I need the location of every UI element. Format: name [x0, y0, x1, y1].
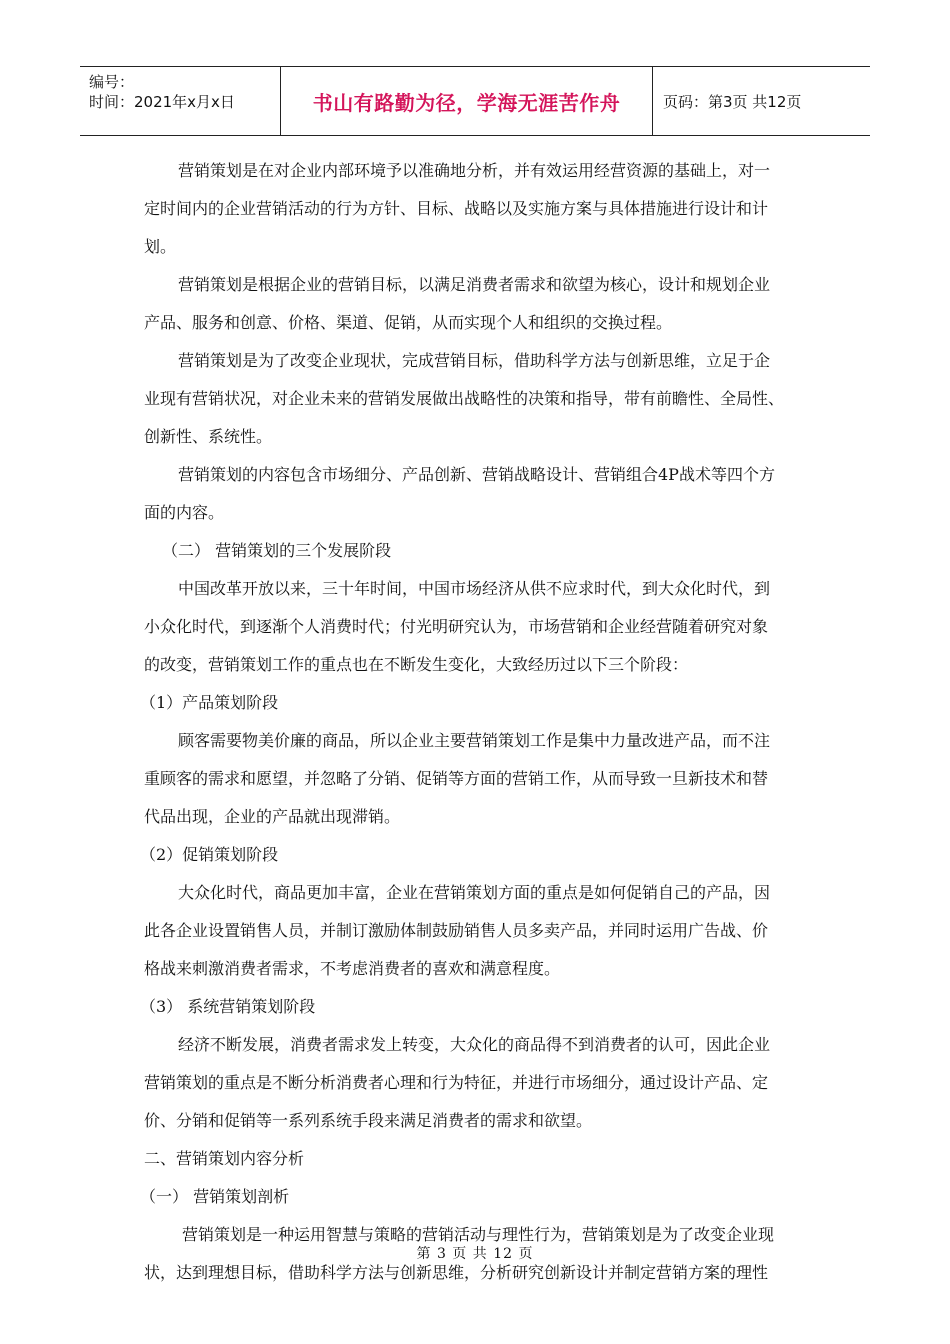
subsection-heading: （3） 系统营销策划阶段: [140, 997, 316, 1016]
page-footer: 第 3 页 共 12 页: [416, 1246, 534, 1262]
paragraph-line: 价、分销和促销等一系列系统手段来满足消费者的需求和欲望。: [144, 1111, 593, 1130]
section-heading: （二） 营销策划的三个发展阶段: [162, 541, 392, 560]
paragraph-line: 营销策划是在对企业内部环境予以准确地分析，并有效运用经营资源的基础上，对一: [178, 161, 771, 180]
paragraph-line: 营销策划是根据企业的营销目标，以满足消费者需求和欲望为核心，设计和规划企业: [178, 275, 771, 294]
paragraph-line: 大众化时代，商品更加丰富，企业在营销策划方面的重点是如何促销自己的产品，因: [178, 883, 771, 902]
paragraph-line: 小众化时代，到逐渐个人消费时代；付光明研究认为，市场营销和企业经营随着研究对象: [144, 617, 769, 636]
paragraph-line: 营销策划是一种运用智慧与策略的营销活动与理性行为，营销策划是为了改变企业现: [182, 1225, 775, 1244]
chapter-heading: 二、营销策划内容分析: [144, 1149, 305, 1168]
section-heading: （一） 营销策划剖析: [140, 1187, 290, 1206]
paragraph-line: 经济不断发展，消费者需求发上转变，大众化的商品得不到消费者的认可，因此企业: [178, 1035, 771, 1054]
paragraph-line: 中国改革开放以来，三十年时间，中国市场经济从供不应求时代，到大众化时代，到: [178, 579, 771, 598]
document-body: [140, 152, 808, 1292]
paragraph-line: 代品出现，企业的产品就出现滞销。: [144, 807, 401, 826]
header-meta-cell: [80, 67, 281, 135]
header-motto: 书山有路勤为径，学海无涯苦作舟: [281, 67, 653, 135]
paragraph-line: 营销策划的内容包含市场细分、产品创新、营销战略设计、营销组合4P战术等四个方: [178, 465, 775, 484]
paragraph-line: 营销策划的重点是不断分析消费者心理和行为特征，并进行市场细分，通过设计产品、定: [144, 1073, 769, 1092]
paragraph-line: 此各企业设置销售人员，并制订激励体制鼓励销售人员多卖产品，并同时运用广告战、价: [144, 921, 769, 940]
paragraph-line: 面的内容。: [144, 503, 225, 522]
date-label: 时间：2021年x月x日: [89, 93, 235, 111]
paragraph-line: 业现有营销状况，对企业未来的营销发展做出战略性的决策和指导，带有前瞻性、全局性、: [144, 389, 785, 408]
paragraph-line: 创新性、系统性。: [144, 427, 273, 446]
paragraph-line: 格战来刺激消费者需求，不考虑消费者的喜欢和满意程度。: [144, 959, 561, 978]
subsection-heading: （1）产品策划阶段: [140, 693, 279, 712]
paragraph-line: 状，达到理想目标，借助科学方法与创新思维，分析研究创新设计并制定营销方案的理性: [144, 1263, 769, 1282]
header-page-info: 页码：第3页 共12页: [663, 92, 802, 111]
paragraph-line: 划。: [144, 237, 177, 256]
serial-number-label: 编号：: [89, 73, 135, 91]
paragraph-line: 产品、服务和创意、价格、渠道、促销，从而实现个人和组织的交换过程。: [144, 313, 673, 332]
paragraph-line: 定时间内的企业营销活动的行为方针、目标、战略以及实施方案与具体措施进行设计和计: [144, 199, 769, 218]
paragraph-line: 重顾客的需求和愿望，并忽略了分销、促销等方面的营销工作，从而导致一旦新技术和替: [144, 769, 769, 788]
paragraph-line: 顾客需要物美价廉的商品，所以企业主要营销策划工作是集中力量改进产品，而不注: [178, 731, 771, 750]
document-header: [80, 66, 870, 136]
paragraph-line: 营销策划是为了改变企业现状，完成营销目标，借助科学方法与创新思维，立足于企: [178, 351, 771, 370]
paragraph-line: 的改变，营销策划工作的重点也在不断发生变化，大致经历过以下三个阶段：: [144, 655, 689, 674]
subsection-heading: （2）促销策划阶段: [140, 845, 279, 864]
